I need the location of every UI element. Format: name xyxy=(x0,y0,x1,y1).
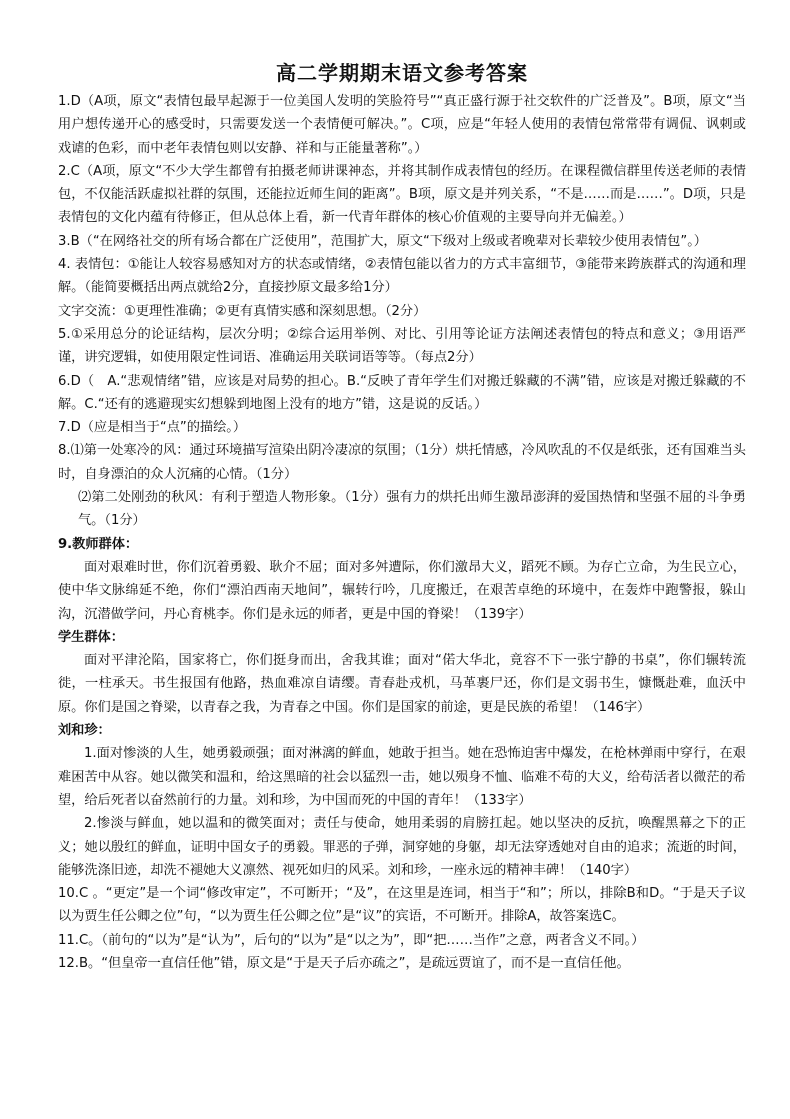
answer-9-student-body: 面对平津沦陷，国家将亡，你们挺身而出，舍我其谁；面对“偌大华北，竟容不下一张宁静的书桌”，你们辗转流徙，一柱承天。书生报国有他路，热血难凉自请缨。青春赴戎机，马革裹尸还，你们是文弱书生，慷慨赴难，血沃中原。你们是国之脊梁，以青春之我，为青春之中国。你们是国家的前途，更是民族的希望！（146字） xyxy=(58,653,746,715)
answer-10: 10.C 。“更定”是一个词“修改审定”，不可断开；“及”，在这里是连词，相当于“和”；所以，排除B和D。“于是天子议以为贾生任公卿之位”句，“以为贾生任公卿之位”是“议”的宾语，不可断开。排除A，故答案选C。 xyxy=(58,886,746,925)
answer-2: 2.C（A项，原文“不少大学生都曾有拍摄老师讲课神态，并将其制作成表情包的经历。在课程微信群里传送老师的表情包，不仅能活跃虚拟社群的氛围，还能拉近师生间的距离”。B项，原文是并列关系，“不是……而是……”。D项，只是表情包的文化内蕴有待修正，但从总体上看，新一代青年群体的核心价值观的主要导向并无偏差。） xyxy=(58,163,746,226)
answer-12: 12.B。“但皇帝一直信任他”错，原文是“于是天子后亦疏之”，是疏远贾谊了，而不是一直信任他。 xyxy=(58,955,630,971)
answer-6: 6.D（ A.“悲观情绪”错，应该是对局势的担心。B.“反映了青年学生们对搬迁躲藏的不满”错，应该是对搬迁躲藏的不解。C.“还有的逃避现实幻想躲到地图上没有的地方”错，这是说的反话。） xyxy=(58,373,746,412)
answer-9-teacher-title: 9.教师群体： xyxy=(58,536,139,552)
page-title: 高二学期期末语文参考答案 xyxy=(276,61,528,85)
answer-5: 5.①采用总分的论证结构，层次分明；②综合运用举例、对比、引用等论证方法阐述表情包的特点和意义；③用语严谨，讲究逻辑，如使用限定性词语、准确运用关联词语等等。（每点2分） xyxy=(58,326,746,366)
answer-9-student-title: 学生群体： xyxy=(58,629,124,645)
answer-4-emoji: 4. 表情包：①能让人较容易感知对方的状态或情绪，②表情包能以省力的方式丰富细节，③能带来跨族群式的沟通和理解。（能简要概括出两点就给2分，直接抄原文最多给1分） xyxy=(58,257,746,296)
answer-3: 3.B（“在网络社交的所有场合都在广泛使用”，范围扩大，原文“下级对上级或者晚辈对长辈较少使用表情包”。） xyxy=(58,233,707,249)
answer-9-teacher-body: 面对艰难时世，你们沉着勇毅、耿介不屈；面对多舛遭际，你们激昂大义，蹈死不顾。为存亡立命，为生民立心，使中华文脉绵延不绝，你们“漂泊西南天地间”，辗转行吟，几度搬迁，在艰苦卓绝的环境中，在轰炸中跑警报，躲山沟，沉潜做学问，丹心育桃李。你们是永远的师者，更是中国的脊梁！（139字） xyxy=(58,559,746,622)
answer-9-liu-2: 2.惨淡与鲜血，她以温和的微笑面对；责任与使命，她用柔弱的肩膀扛起。她以坚决的反抗，唤醒黑幕之下的正义；她以殷红的鲜血，证明中国女子的勇毅。罪恶的子弹，洞穿她的身躯，却无法穿透她对自由的追求；流逝的时间，能够洗涤旧迹，却洗不褪她大义凛然、视死如归的风采。刘和珍，一座永远的精神丰碑！（140字） xyxy=(58,816,746,878)
answer-4-text: 文字交流：①更理性准确；②更有真情实感和深刻思想。（2分） xyxy=(58,303,427,319)
answer-8-part2: ⑵第二处刚劲的秋风：有利于塑造人物形象。（1分）强有力的烘托出师生激昂澎湃的爱国热情和坚强不屈的斗争勇气。（1分） xyxy=(78,490,746,529)
answer-9-liu-title: 刘和珍： xyxy=(58,723,111,739)
answer-11: 11.C。（前句的“以为”是“认为”，后句的“以为”是“以之为”，即“把……当作”之意，两者含义不同。） xyxy=(58,932,645,948)
answer-8-part1: 8.⑴第一处寒冷的风：通过环境描写渲染出阴冷凄凉的氛围；（1分）烘托情感，冷风吹乱的不仅是纸张，还有国难当头时，自身漂泊的众人沉痛的心情。（1分） xyxy=(58,443,746,482)
answer-7: 7.D（应是相当于“点”的描绘。） xyxy=(58,420,247,436)
answer-1: 1.D（A项，原文“表情包最早起源于一位美国人发明的笑脸符号”“真正盛行源于社交软件的广泛普及”。B项，原文“当用户想传递开心的感受时，只需要发送一个表情便可解决。”。C项，应是“年轻人使用的表情包常常带有调侃、讽刺或戏谑的色彩，而中老年表情包则以安静、祥和与正能量著称”。） xyxy=(58,94,746,156)
answer-9-liu-1: 1.面对惨淡的人生，她勇毅顽强；面对淋漓的鲜血，她敢于担当。她在恐怖迫害中爆发，在枪林弹雨中穿行，在艰难困苦中从容。她以微笑和温和，给这黑暗的社会以猛烈一击，她以殒身不恤、临难不苟的大义，给苟活者以微茫的希望，给后死者以奋然前行的力量。刘和珍，为中国而死的中国的青年！（133字） xyxy=(58,746,746,808)
